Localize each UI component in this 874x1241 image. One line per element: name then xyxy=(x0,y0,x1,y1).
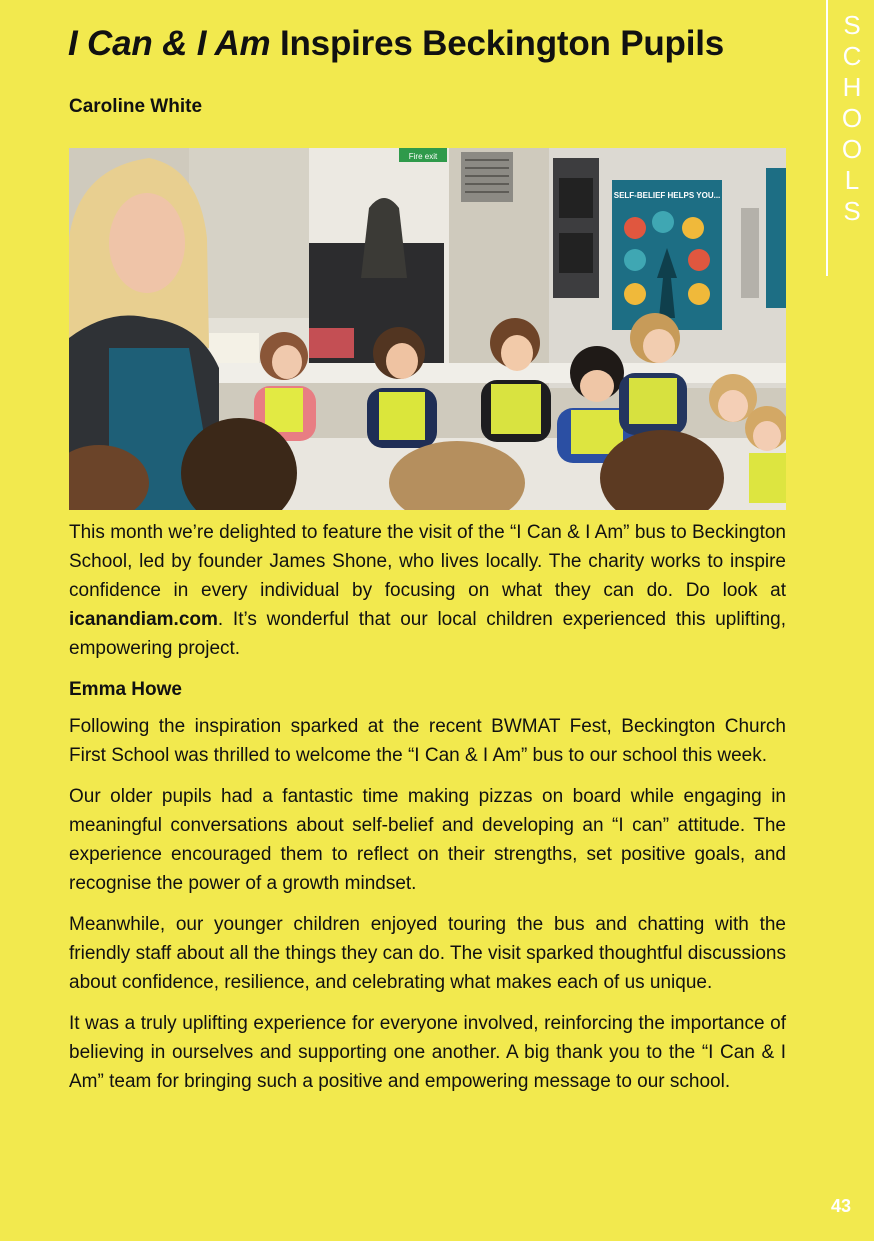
paragraph-3: Meanwhile, our younger children enjoyed touring the bus and chatting with the friendly staff about all the things they can do. The visit sparked thoughtful discussions about confidence, resilience, and celebrating what makes each of us unique. xyxy=(69,914,786,993)
intro-text-end: . It’s wonderful that our local children experienced this uplifting, empowering project. xyxy=(69,609,786,659)
intro-text-start: This month we’re delighted to feature the visit of the “I Can & I Am” bus to Beckington School, led by founder James Shone, who lives locally. The charity works to inspire confidence in every individual by focusing on what they can do. Do look at xyxy=(69,522,786,601)
article-body xyxy=(69,518,786,1108)
section-letter: H xyxy=(842,72,862,102)
section-label xyxy=(828,0,874,227)
title-rest: Inspires Beckington Pupils xyxy=(270,24,725,63)
poster-text: SELF-BELIEF HELPS YOU... xyxy=(613,191,721,200)
section-tab xyxy=(826,0,874,276)
page-number: 43 xyxy=(830,1196,852,1216)
title-italic: I Can & I Am xyxy=(68,24,271,63)
section-letter: O xyxy=(841,134,863,164)
website-link[interactable]: icanandiam.com xyxy=(69,609,218,630)
section-letter: O xyxy=(841,103,863,133)
paragraph-1: Following the inspiration sparked at the recent BWMAT Fest, Beckington Church First School was thrilled to welcome the “I Can & I Am” bus to our school this week. xyxy=(69,716,786,766)
exit-sign-text: Fire exit xyxy=(408,152,438,161)
second-author: Emma Howe xyxy=(69,679,182,700)
byline: Caroline White xyxy=(69,96,203,117)
section-letter: S xyxy=(843,196,861,226)
section-letter: L xyxy=(844,165,860,195)
section-letter: C xyxy=(842,41,862,71)
paragraph-4: It was a truly uplifting experience for everyone involved, reinforcing the importance of believing in ourselves and supporting one another. A big thank you to the “I Can & I Am” team for bringing such a positive and empowering message to our school. xyxy=(69,1013,786,1092)
section-letter: S xyxy=(843,10,861,40)
article-photo xyxy=(69,148,786,510)
paragraph-2: Our older pupils had a fantastic time making pizzas on board while engaging in meaningful conversations about self-belief and developing an “I can” attitude. The experience encouraged them to reflect on their strengths, set positive goals, and recognise the power of a growth mindset. xyxy=(69,786,786,894)
article-title xyxy=(68,24,798,64)
intro-paragraph xyxy=(69,518,786,663)
